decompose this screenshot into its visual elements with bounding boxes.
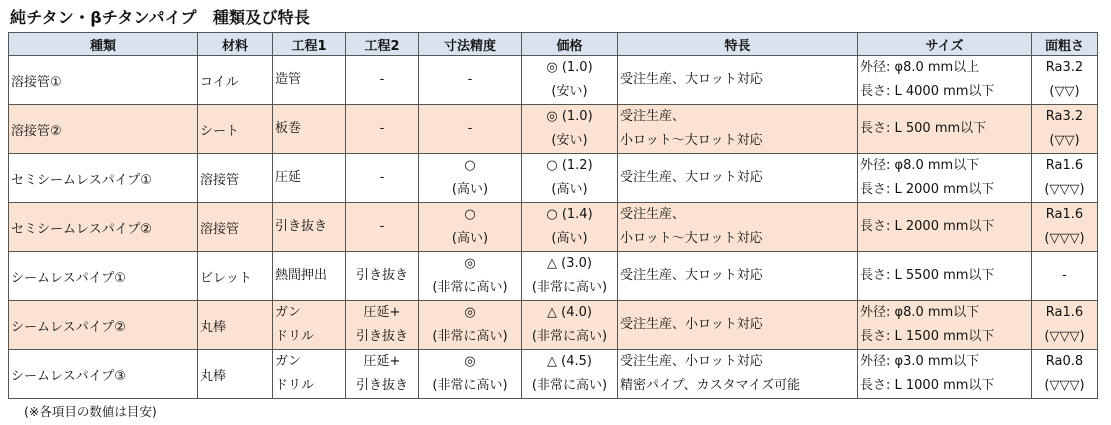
cell-roughness [1032,56,1098,105]
cell-price [522,56,618,105]
cell-process1 [273,203,346,252]
cell-size [858,252,1032,301]
cell-process1-line: ガン [275,305,302,320]
cell-material: 丸棒 [198,301,273,350]
cell-process1-line: 圧延 [275,170,302,185]
cell-roughness [1032,105,1098,154]
cell-features [618,301,858,350]
cell-process1 [273,154,346,203]
table-row [9,105,1098,154]
cell-roughness [1032,203,1098,252]
cell-size [858,301,1032,350]
cell-features-line: 受注生産、小ロット対応 [620,354,763,369]
cell-roughness-line: (▽▽▽) [1044,231,1085,246]
cell-material: コイル [198,56,273,105]
cell-accuracy [419,350,522,399]
cell-process1-line: 引き抜き [275,219,328,234]
cell-features-line: 小ロット～大ロット対応 [620,231,763,246]
cell-price-line: △ (3.0) [547,256,592,271]
cell-features [618,154,858,203]
header-price: 価格 [522,33,618,56]
cell-size-line: 長さ: L 500 mm以下 [860,121,987,136]
cell-roughness-line: (▽▽) [1049,133,1080,148]
cell-size-line: 長さ: L 2000 mm以下 [860,219,995,234]
cell-size-line: 長さ: L 1500 mm以下 [860,329,995,344]
cell-accuracy-line: ◎ [464,305,476,320]
cell-features-line: 受注生産、大ロット対応 [620,268,763,283]
header-features: 特長 [618,33,858,56]
cell-price [522,252,618,301]
cell-accuracy [419,154,522,203]
cell-type: シームレスパイプ③ [9,350,198,399]
cell-features [618,350,858,399]
cell-process2 [346,252,419,301]
cell-process2 [346,203,419,252]
cell-process1-line: 板巻 [275,121,302,136]
cell-accuracy [419,252,522,301]
cell-roughness-line: (▽▽▽) [1044,378,1085,393]
cell-size [858,203,1032,252]
cell-roughness [1032,301,1098,350]
cell-price-line: △ (4.0) [547,305,592,320]
cell-size-line: 長さ: L 2000 mm以下 [860,182,995,197]
titanium-pipe-table [8,32,1098,399]
cell-material: 丸棒 [198,350,273,399]
cell-process2-line: - [379,170,385,185]
table-row [9,56,1098,105]
header-process2: 工程2 [346,33,419,56]
cell-process2-line: 引き抜き [355,378,408,393]
cell-features-line: 受注生産、小ロット対応 [620,317,763,332]
cell-accuracy-line: - [467,121,473,136]
cell-price [522,301,618,350]
cell-features-line: 受注生産、 [620,109,686,124]
cell-accuracy-line: - [467,72,473,87]
cell-size [858,105,1032,154]
cell-accuracy-line: ◎ [464,256,476,271]
cell-accuracy [419,56,522,105]
cell-material: ビレット [198,252,273,301]
cell-process1-line: 造管 [275,72,302,87]
cell-process2-line: - [379,121,385,136]
cell-roughness-line: (▽▽▽) [1044,182,1085,197]
cell-accuracy-line: (高い) [451,182,489,197]
cell-process1-line: 熱間押出 [275,268,328,283]
table-row [9,154,1098,203]
cell-price [522,203,618,252]
cell-process2 [346,56,419,105]
cell-process1 [273,56,346,105]
cell-roughness-line: (▽▽) [1049,84,1080,99]
cell-process2 [346,301,419,350]
cell-price-line: (安い) [551,133,588,148]
cell-size [858,56,1032,105]
cell-process2 [346,105,419,154]
cell-type: シームレスパイプ② [9,301,198,350]
cell-material: 溶接管 [198,154,273,203]
cell-accuracy-line: (非常に高い) [432,378,508,393]
cell-process1 [273,301,346,350]
cell-features-line: 受注生産、 [620,207,686,222]
cell-price-line: (高い) [551,231,588,246]
header-process1: 工程1 [273,33,346,56]
cell-size-line: 長さ: L 5500 mm以下 [860,268,995,283]
cell-features [618,252,858,301]
cell-size-line: 外径: φ8.0 mm以下 [860,305,980,320]
cell-price [522,105,618,154]
cell-process2-line: 圧延+ [363,305,401,320]
cell-type: セミシームレスパイプ① [9,154,198,203]
cell-process2-line: 引き抜き [355,268,408,283]
cell-price-line: (高い) [551,182,588,197]
cell-process1-line: ガン [275,354,302,369]
table-body [9,56,1098,399]
footnote: (※各項目の数値は目安) [24,404,157,419]
cell-process2-line: 引き抜き [355,329,408,344]
cell-price-line: ○ (1.2) [546,158,593,173]
cell-process1 [273,350,346,399]
table-row [9,203,1098,252]
cell-process2-line: - [379,72,385,87]
table-row [9,301,1098,350]
cell-price [522,154,618,203]
cell-roughness [1032,350,1098,399]
cell-size-line: 外径: φ3.0 mm以下 [860,354,980,369]
cell-roughness-line: - [1062,268,1067,283]
cell-process2-line: - [379,219,385,234]
cell-accuracy-line: (非常に高い) [432,329,508,344]
cell-process2 [346,154,419,203]
cell-features [618,105,858,154]
cell-accuracy [419,203,522,252]
cell-price-line: (非常に高い) [531,378,608,393]
cell-size-line: 長さ: L 4000 mm以下 [860,84,995,99]
cell-material: シート [198,105,273,154]
header-material: 材料 [198,33,273,56]
cell-features [618,56,858,105]
cell-accuracy-line: (高い) [451,231,489,246]
table-row [9,252,1098,301]
cell-type: 溶接管② [9,105,198,154]
cell-features-line: 受注生産、大ロット対応 [620,72,763,87]
cell-price-line: (安い) [551,84,588,99]
cell-process1 [273,105,346,154]
cell-type: セミシームレスパイプ② [9,203,198,252]
cell-size-line: 外径: φ8.0 mm以上 [860,60,980,75]
header-accuracy: 寸法精度 [419,33,522,56]
cell-accuracy-line: ◎ [464,354,476,369]
cell-roughness [1032,154,1098,203]
header-roughness: 面粗さ [1032,33,1098,56]
cell-accuracy-line: (非常に高い) [432,280,508,295]
cell-material: 溶接管 [198,203,273,252]
cell-features-line: 小ロット～大ロット対応 [620,133,763,148]
cell-price [522,350,618,399]
table-row [9,350,1098,399]
cell-features [618,203,858,252]
cell-accuracy [419,105,522,154]
cell-type: 溶接管① [9,56,198,105]
cell-process2-line: 圧延+ [363,354,401,369]
cell-process2 [346,350,419,399]
cell-price-line: (非常に高い) [531,280,608,295]
page-title: 純チタン・βチタンパイプ 種類及び特長 [10,8,311,27]
cell-roughness-line: Ra3.2 [1045,109,1084,124]
cell-roughness-line: Ra1.6 [1045,305,1084,320]
cell-price-line: △ (4.5) [547,354,592,369]
cell-features-line: 受注生産、大ロット対応 [620,170,763,185]
cell-features-line: 精密パイプ、カスタマイズ可能 [620,378,801,393]
cell-process1-line: ドリル [275,378,315,393]
cell-size [858,350,1032,399]
cell-size [858,154,1032,203]
header-row [9,33,1098,56]
cell-price-line: ○ (1.4) [546,207,593,222]
cell-roughness-line: (▽▽▽) [1044,329,1085,344]
cell-roughness-line: Ra1.6 [1045,158,1084,173]
cell-accuracy-line: ○ [464,207,476,222]
cell-roughness-line: Ra1.6 [1045,207,1084,222]
cell-size-line: 長さ: L 1000 mm以下 [860,378,995,393]
cell-roughness-line: Ra3.2 [1045,60,1084,75]
cell-roughness [1032,252,1098,301]
cell-roughness-line: Ra0.8 [1045,354,1084,369]
cell-size-line: 外径: φ8.0 mm以下 [860,158,980,173]
cell-accuracy-line: ○ [464,158,476,173]
cell-process1-line: ドリル [275,329,315,344]
header-type: 種類 [9,33,198,56]
cell-price-line: ◎ (1.0) [546,109,593,124]
cell-accuracy [419,301,522,350]
cell-type: シームレスパイプ① [9,252,198,301]
cell-price-line: ◎ (1.0) [546,60,593,75]
cell-process1 [273,252,346,301]
cell-price-line: (非常に高い) [531,329,608,344]
header-size: サイズ [858,33,1032,56]
